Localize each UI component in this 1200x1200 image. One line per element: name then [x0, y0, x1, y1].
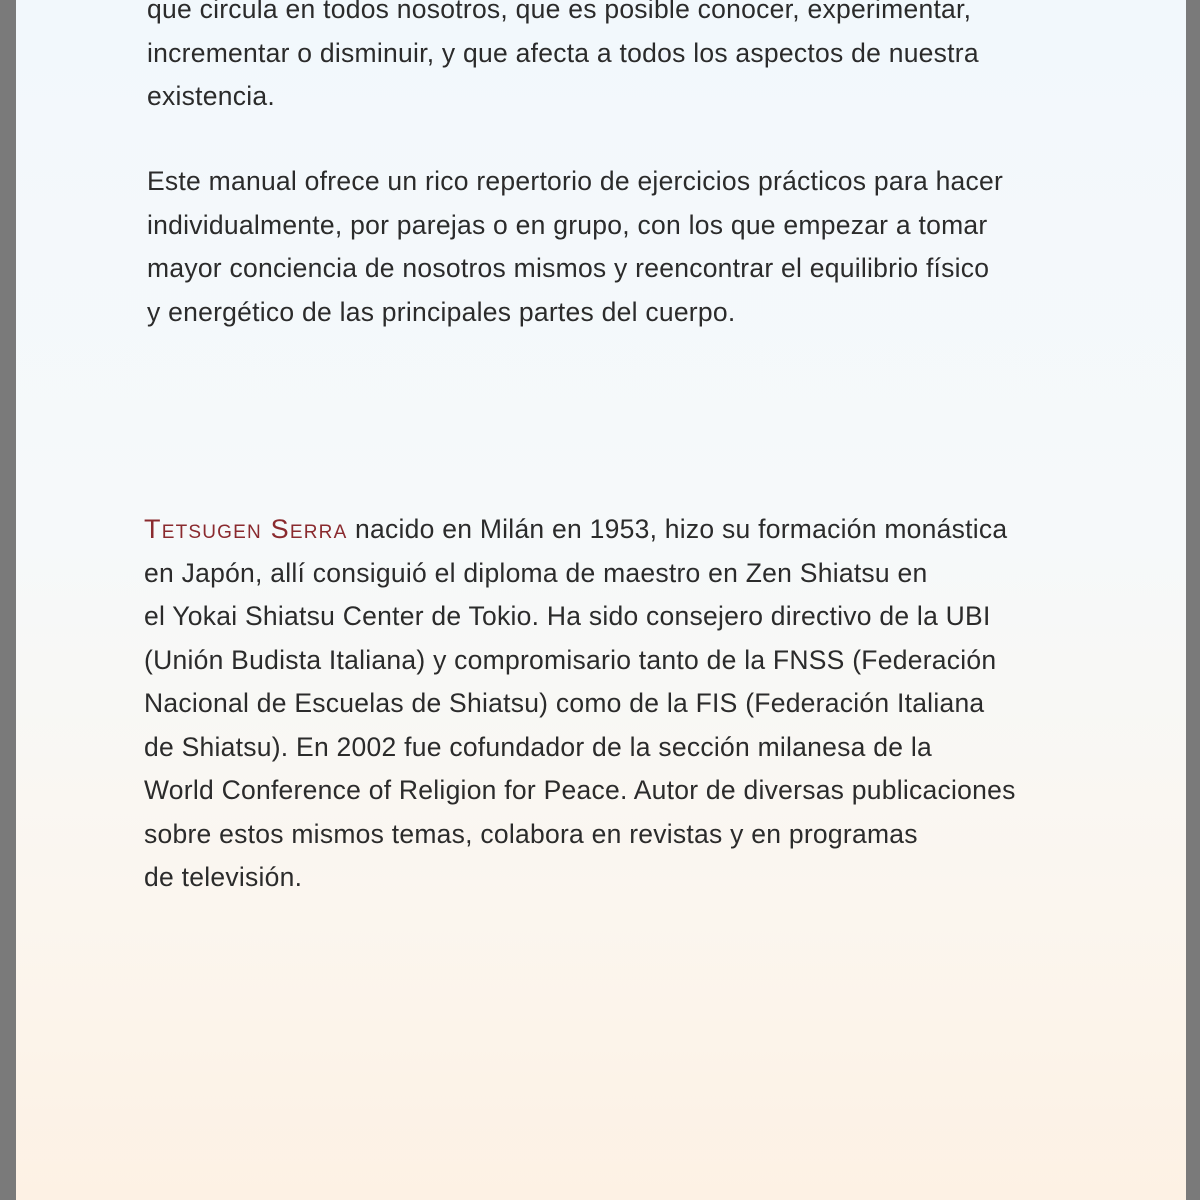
bio-line: de televisión.	[144, 862, 303, 892]
intro-paragraph	[147, 0, 979, 119]
intro-line: que circula en todos nosotros, que es posible conocer, experimentar,	[147, 0, 972, 24]
author-bio-paragraph	[144, 508, 1016, 900]
bio-line: (Unión Budista Italiana) y compromisario tanto de la FNSS (Federación	[144, 644, 997, 675]
manual-line: individualmente, por parejas o en grupo, con los que empezar a tomar	[147, 209, 988, 240]
bio-line: el Yokai Shiatsu Center de Tokio. Ha sido consejero directivo de la UBI	[144, 601, 991, 631]
manual-line: mayor conciencia de nosotros mismos y reencontrar el equilibrio físico	[147, 253, 990, 283]
bio-first-line	[144, 508, 1016, 552]
manual-description-paragraph	[147, 160, 1003, 334]
manual-line: y energético de las principales partes del cuerpo.	[147, 296, 736, 327]
bio-first-line-text: nacido en Milán en 1953, hizo su formación monástica	[347, 514, 1008, 544]
author-name: Tetsugen Serra	[144, 514, 348, 544]
intro-line: existencia.	[147, 81, 275, 111]
bio-line: de Shiatsu). En 2002 fue cofundador de la sección milanesa de la	[144, 731, 932, 762]
bio-line: Nacional de Escuelas de Shiatsu) como de la FIS (Federación Italiana	[144, 688, 985, 718]
bio-line: en Japón, allí consiguió el diploma de maestro en Zen Shiatsu en	[144, 557, 928, 588]
manual-line: Este manual ofrece un rico repertorio de ejercicios prácticos para hacer	[147, 166, 1004, 196]
bio-line: sobre estos mismos temas, colabora en revistas y en programas	[144, 818, 918, 849]
bio-line: World Conference of Religion for Peace. Autor de diversas publicaciones	[144, 775, 1016, 805]
book-back-cover	[16, 0, 1186, 1200]
intro-line: incrementar o disminuir, y que afecta a todos los aspectos de nuestra	[147, 37, 979, 68]
